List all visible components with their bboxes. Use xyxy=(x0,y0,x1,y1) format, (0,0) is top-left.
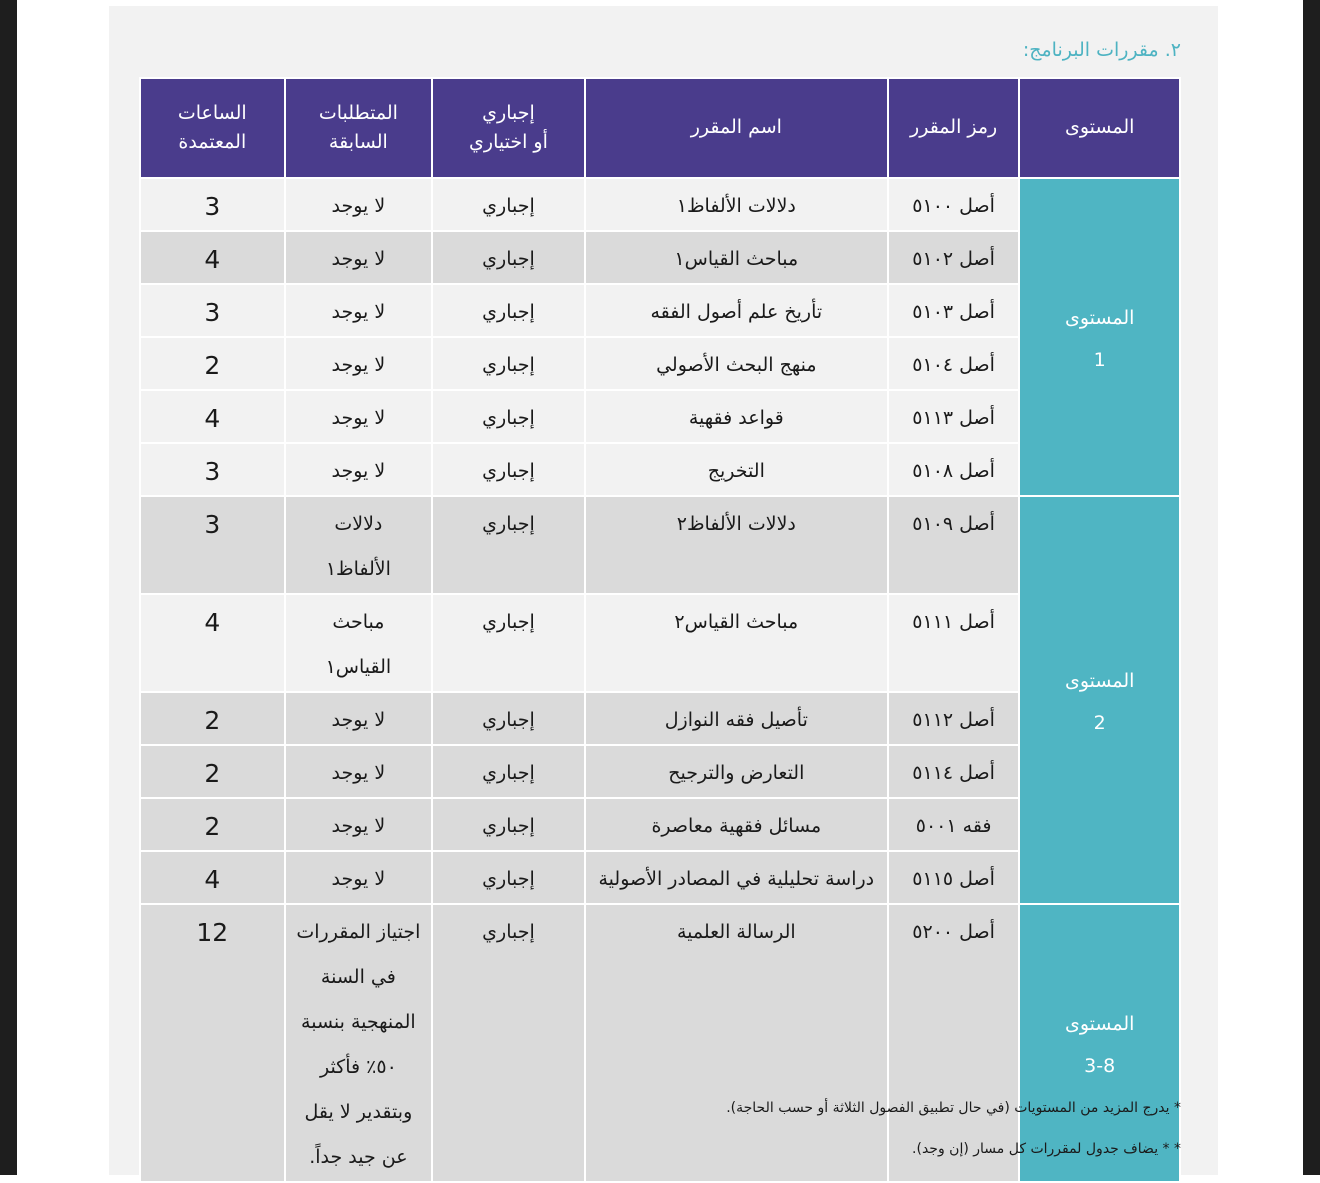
header-type: إجباري أو اختياري xyxy=(432,78,585,178)
course-code: أصل ٥١٠٠ xyxy=(888,178,1020,231)
course-type: إجباري xyxy=(432,594,585,692)
course-prereq: لا يوجد xyxy=(285,798,433,851)
course-credits: 2 xyxy=(140,692,285,745)
footnote-1: * يدرج المزيد من المستويات (في حال تطبيق الفصول الثلاثة أو حسب الحاجة). xyxy=(726,1100,1181,1116)
header-level: المستوى xyxy=(1019,78,1180,178)
course-code: أصل ٥١١٤ xyxy=(888,745,1020,798)
course-prereq: دلالات الألفاظ١ xyxy=(285,496,433,594)
course-prereq: لا يوجد xyxy=(285,745,433,798)
course-type: إجباري xyxy=(432,798,585,851)
course-prereq: لا يوجد xyxy=(285,337,433,390)
course-credits: 12 xyxy=(140,904,285,1182)
course-name: تأريخ علم أصول الفقه xyxy=(585,284,888,337)
window-edge-right xyxy=(1303,0,1320,1175)
header-name: اسم المقرر xyxy=(585,78,888,178)
course-credits: 4 xyxy=(140,390,285,443)
course-name: الرسالة العلمية xyxy=(585,904,888,1182)
course-code: أصل ٥١١٥ xyxy=(888,851,1020,904)
course-type: إجباري xyxy=(432,337,585,390)
table-row xyxy=(140,496,1180,594)
section-title: ٢. مقررات البرنامج: xyxy=(1022,39,1181,61)
course-credits: 2 xyxy=(140,798,285,851)
courses-table xyxy=(139,77,1181,1183)
course-prereq: لا يوجد xyxy=(285,284,433,337)
course-code: أصل ٥١٠٨ xyxy=(888,443,1020,496)
course-credits: 4 xyxy=(140,231,285,284)
footnote-2: * * يضاف جدول لمقررات كل مسار (إن وجد). xyxy=(912,1141,1181,1157)
course-credits: 3 xyxy=(140,443,285,496)
table-row xyxy=(140,178,1180,231)
level-cell-3: المستوى 3-8 xyxy=(1019,904,1180,1182)
course-name: منهج البحث الأصولي xyxy=(585,337,888,390)
document-page xyxy=(109,6,1218,1175)
course-type: إجباري xyxy=(432,745,585,798)
course-prereq: مباحث القياس١ xyxy=(285,594,433,692)
course-name: تأصيل فقه النوازل xyxy=(585,692,888,745)
header-row xyxy=(140,78,1180,178)
course-code: أصل ٥١٠٢ xyxy=(888,231,1020,284)
course-prereq: اجتياز المقررات في السنة المنهجية بنسبة ٥٠٪ فأكثر وبتقدير لا يقل عن جيد جداً. xyxy=(285,904,433,1182)
course-code: فقه ٥٠٠١ xyxy=(888,798,1020,851)
header-prereq: المتطلبات السابقة xyxy=(285,78,433,178)
course-credits: 4 xyxy=(140,851,285,904)
course-type: إجباري xyxy=(432,178,585,231)
course-type: إجباري xyxy=(432,443,585,496)
course-code: أصل ٥٢٠٠ xyxy=(888,904,1020,1182)
course-code: أصل ٥١٠٩ xyxy=(888,496,1020,594)
header-code: رمز المقرر xyxy=(888,78,1020,178)
course-name: مسائل فقهية معاصرة xyxy=(585,798,888,851)
course-prereq: لا يوجد xyxy=(285,231,433,284)
course-name: التخريج xyxy=(585,443,888,496)
course-code: أصل ٥١٠٤ xyxy=(888,337,1020,390)
course-name: دلالات الألفاظ٢ xyxy=(585,496,888,594)
course-prereq: لا يوجد xyxy=(285,443,433,496)
course-credits: 4 xyxy=(140,594,285,692)
course-prereq: لا يوجد xyxy=(285,692,433,745)
course-name: مباحث القياس٢ xyxy=(585,594,888,692)
header-credits: الساعات المعتمدة xyxy=(140,78,285,178)
course-name: التعارض والترجيح xyxy=(585,745,888,798)
course-name: قواعد فقهية xyxy=(585,390,888,443)
window-edge-left xyxy=(0,0,17,1175)
course-code: أصل ٥١١٣ xyxy=(888,390,1020,443)
course-type: إجباري xyxy=(432,496,585,594)
course-credits: 3 xyxy=(140,178,285,231)
course-credits: 2 xyxy=(140,337,285,390)
course-code: أصل ٥١١١ xyxy=(888,594,1020,692)
level-cell-1: المستوى 1 xyxy=(1019,178,1180,496)
course-code: أصل ٥١٠٣ xyxy=(888,284,1020,337)
course-code: أصل ٥١١٢ xyxy=(888,692,1020,745)
level-cell-2: المستوى 2 xyxy=(1019,496,1180,904)
course-prereq: لا يوجد xyxy=(285,390,433,443)
course-prereq: لا يوجد xyxy=(285,178,433,231)
course-type: إجباري xyxy=(432,284,585,337)
course-type: إجباري xyxy=(432,904,585,1182)
course-credits: 3 xyxy=(140,496,285,594)
course-type: إجباري xyxy=(432,851,585,904)
course-name: دلالات الألفاظ١ xyxy=(585,178,888,231)
course-name: مباحث القياس١ xyxy=(585,231,888,284)
course-type: إجباري xyxy=(432,692,585,745)
course-credits: 2 xyxy=(140,745,285,798)
course-prereq: لا يوجد xyxy=(285,851,433,904)
course-type: إجباري xyxy=(432,231,585,284)
course-name: دراسة تحليلية في المصادر الأصولية xyxy=(585,851,888,904)
course-credits: 3 xyxy=(140,284,285,337)
course-type: إجباري xyxy=(432,390,585,443)
